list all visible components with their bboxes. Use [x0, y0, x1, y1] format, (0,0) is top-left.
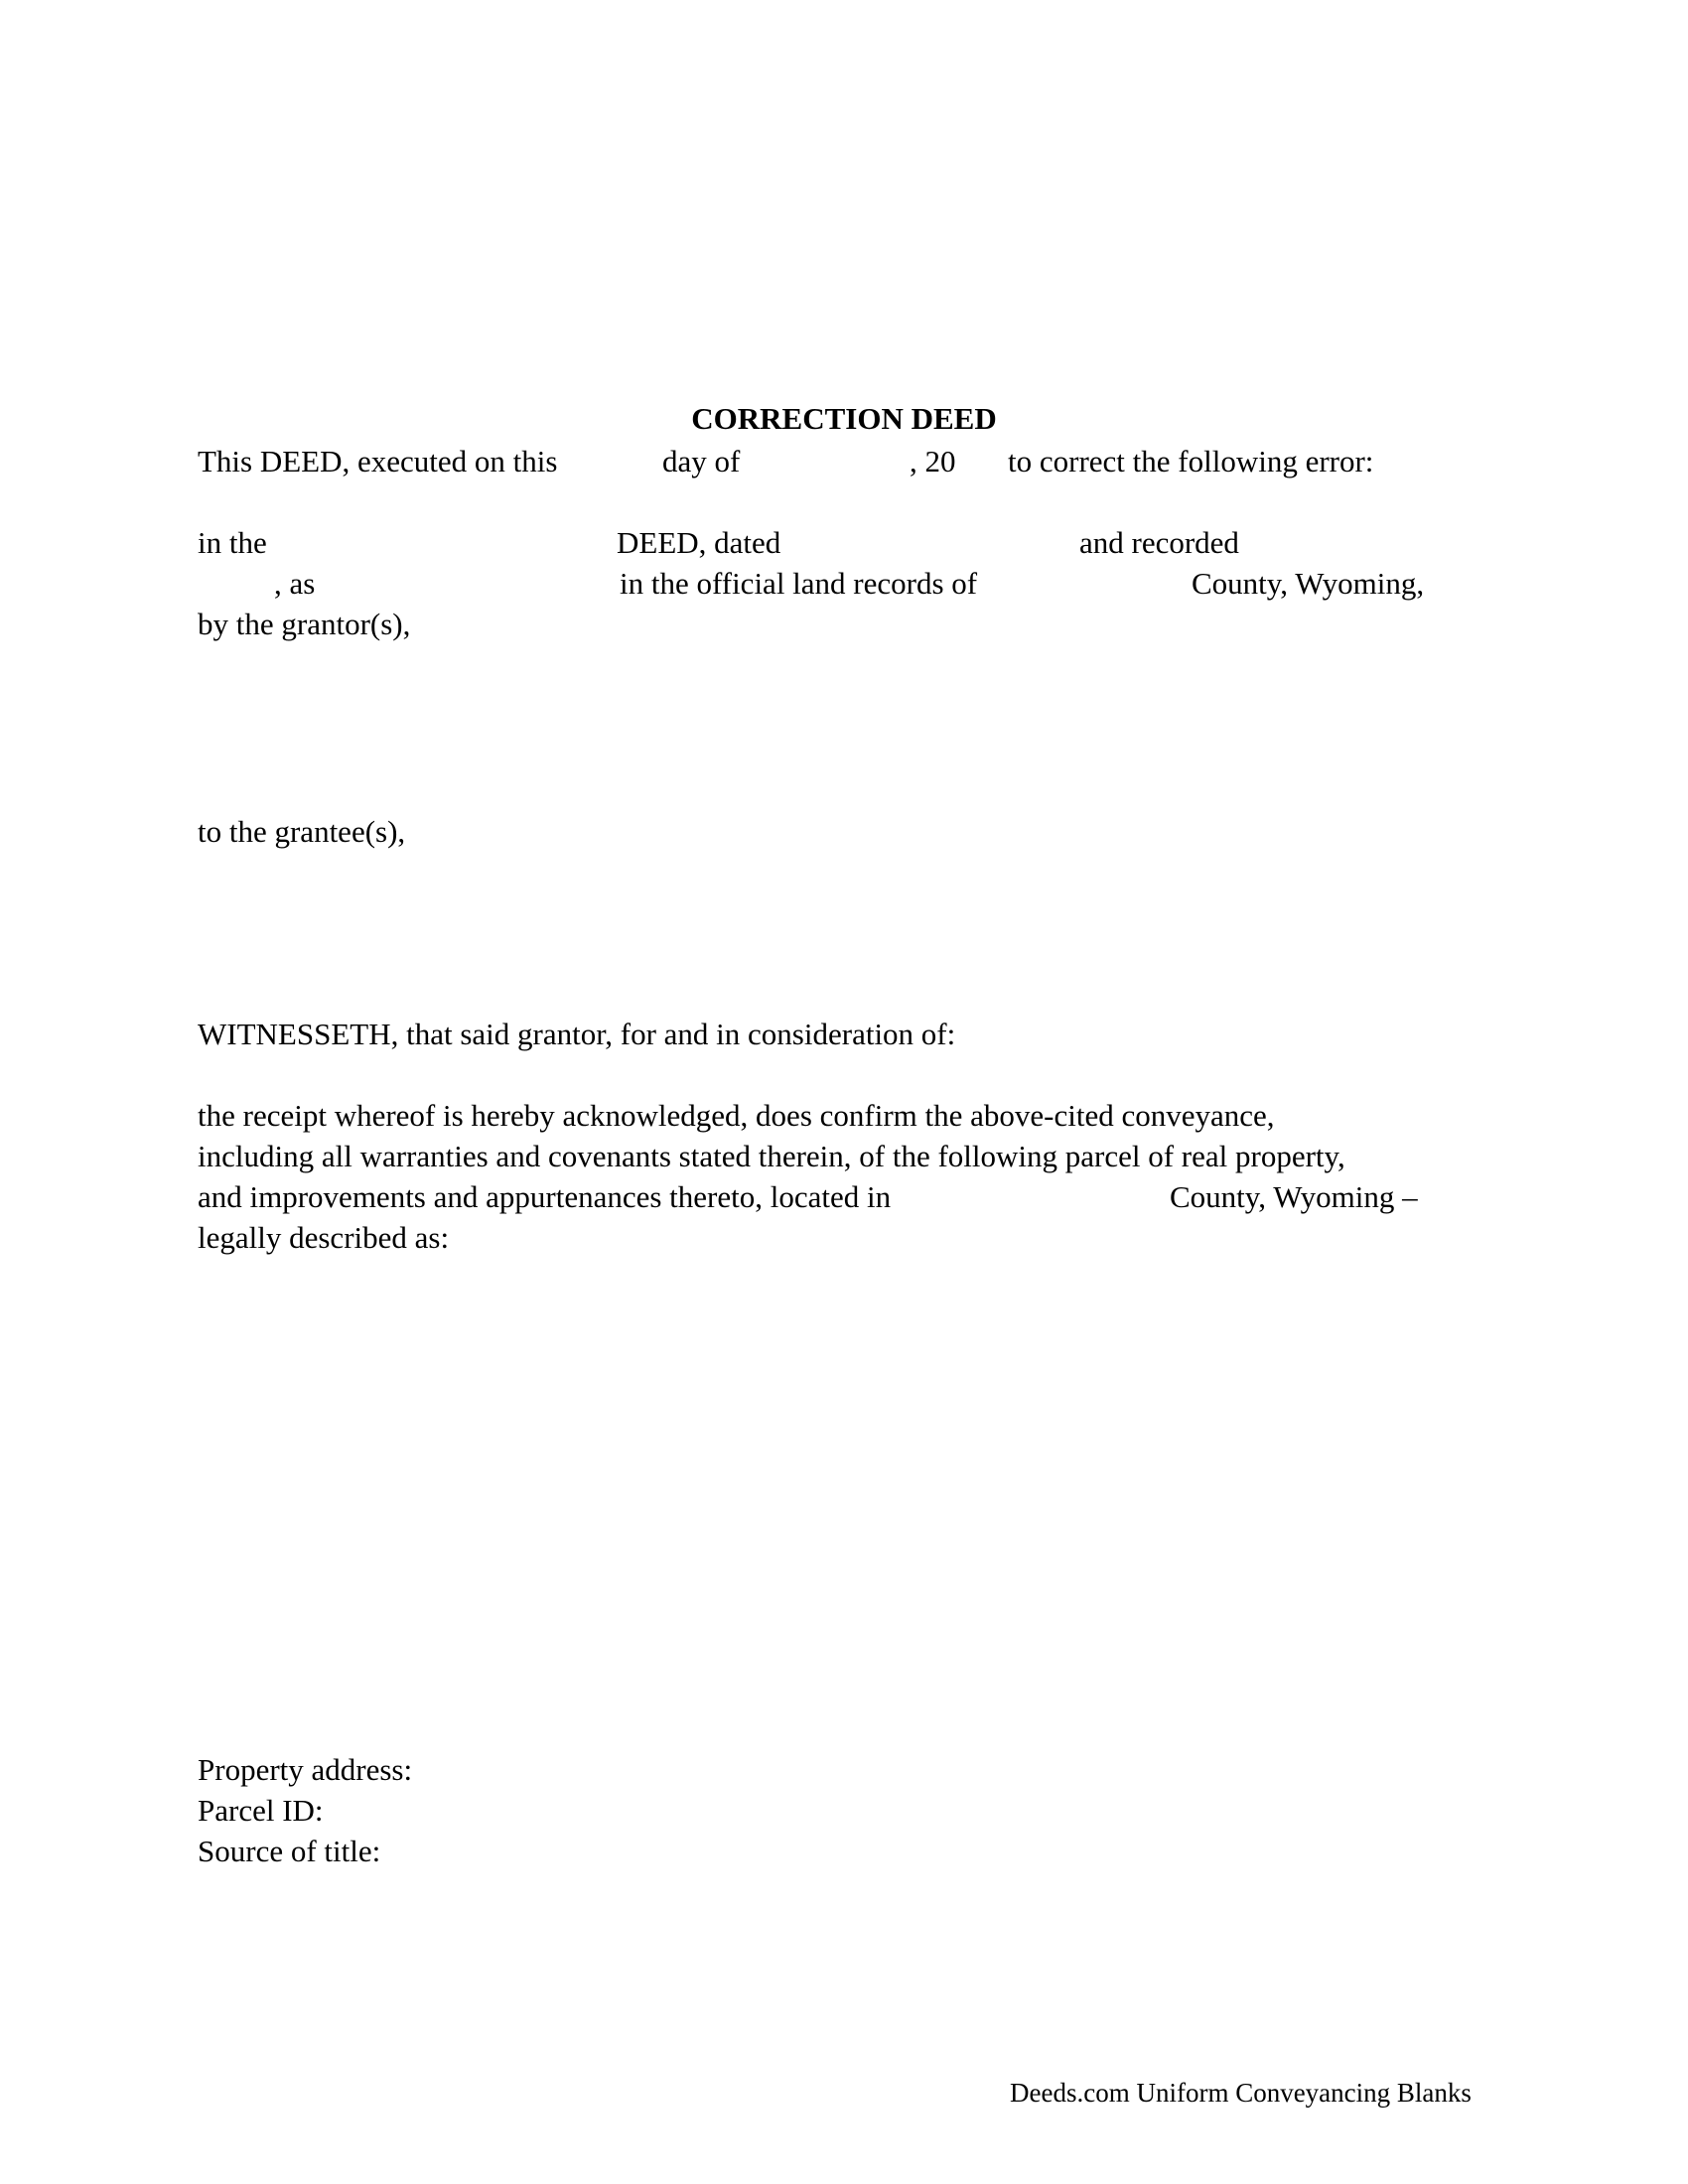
witnesseth-text: WITNESSETH, that said grantor, for and in consideration of: [198, 1017, 956, 1051]
footer-text: Deeds.com Uniform Conveyancing Blanks [1010, 2078, 1472, 2108]
deed-dated-text: DEED, dated [617, 525, 781, 560]
day-of-text: day of [662, 444, 741, 478]
by-grantor-text: by the grantor(s), [198, 607, 411, 641]
correct-error-text: to correct the following error: [1008, 444, 1374, 478]
receipt-county-text: County, Wyoming – [1170, 1179, 1418, 1214]
source-of-title-label: Source of title: [198, 1834, 381, 1868]
county-wyoming-text: County, Wyoming, [1192, 566, 1425, 601]
and-recorded-text: and recorded [1079, 525, 1239, 560]
document-title: CORRECTION DEED [691, 401, 997, 436]
year-prefix-text: , 20 [910, 444, 956, 478]
as-text: , as [274, 566, 316, 601]
receipt-line: including all warranties and covenants stated therein, of the following parcel of real property, [198, 1139, 1345, 1173]
legally-described-text: legally described as: [198, 1220, 450, 1255]
property-address-label: Property address: [198, 1752, 413, 1787]
to-grantee-text: to the grantee(s), [198, 814, 406, 849]
parcel-id-label: Parcel ID: [198, 1793, 324, 1828]
receipt-line: the receipt whereof is hereby acknowledged, does confirm the above-cited conveyance, [198, 1098, 1275, 1133]
receipt-line: and improvements and appurtenances thereto, located in [198, 1179, 892, 1214]
executed-on-text: This DEED, executed on this [198, 444, 558, 478]
in-the-text: in the [198, 525, 267, 560]
official-records-text: in the official land records of [620, 566, 978, 601]
